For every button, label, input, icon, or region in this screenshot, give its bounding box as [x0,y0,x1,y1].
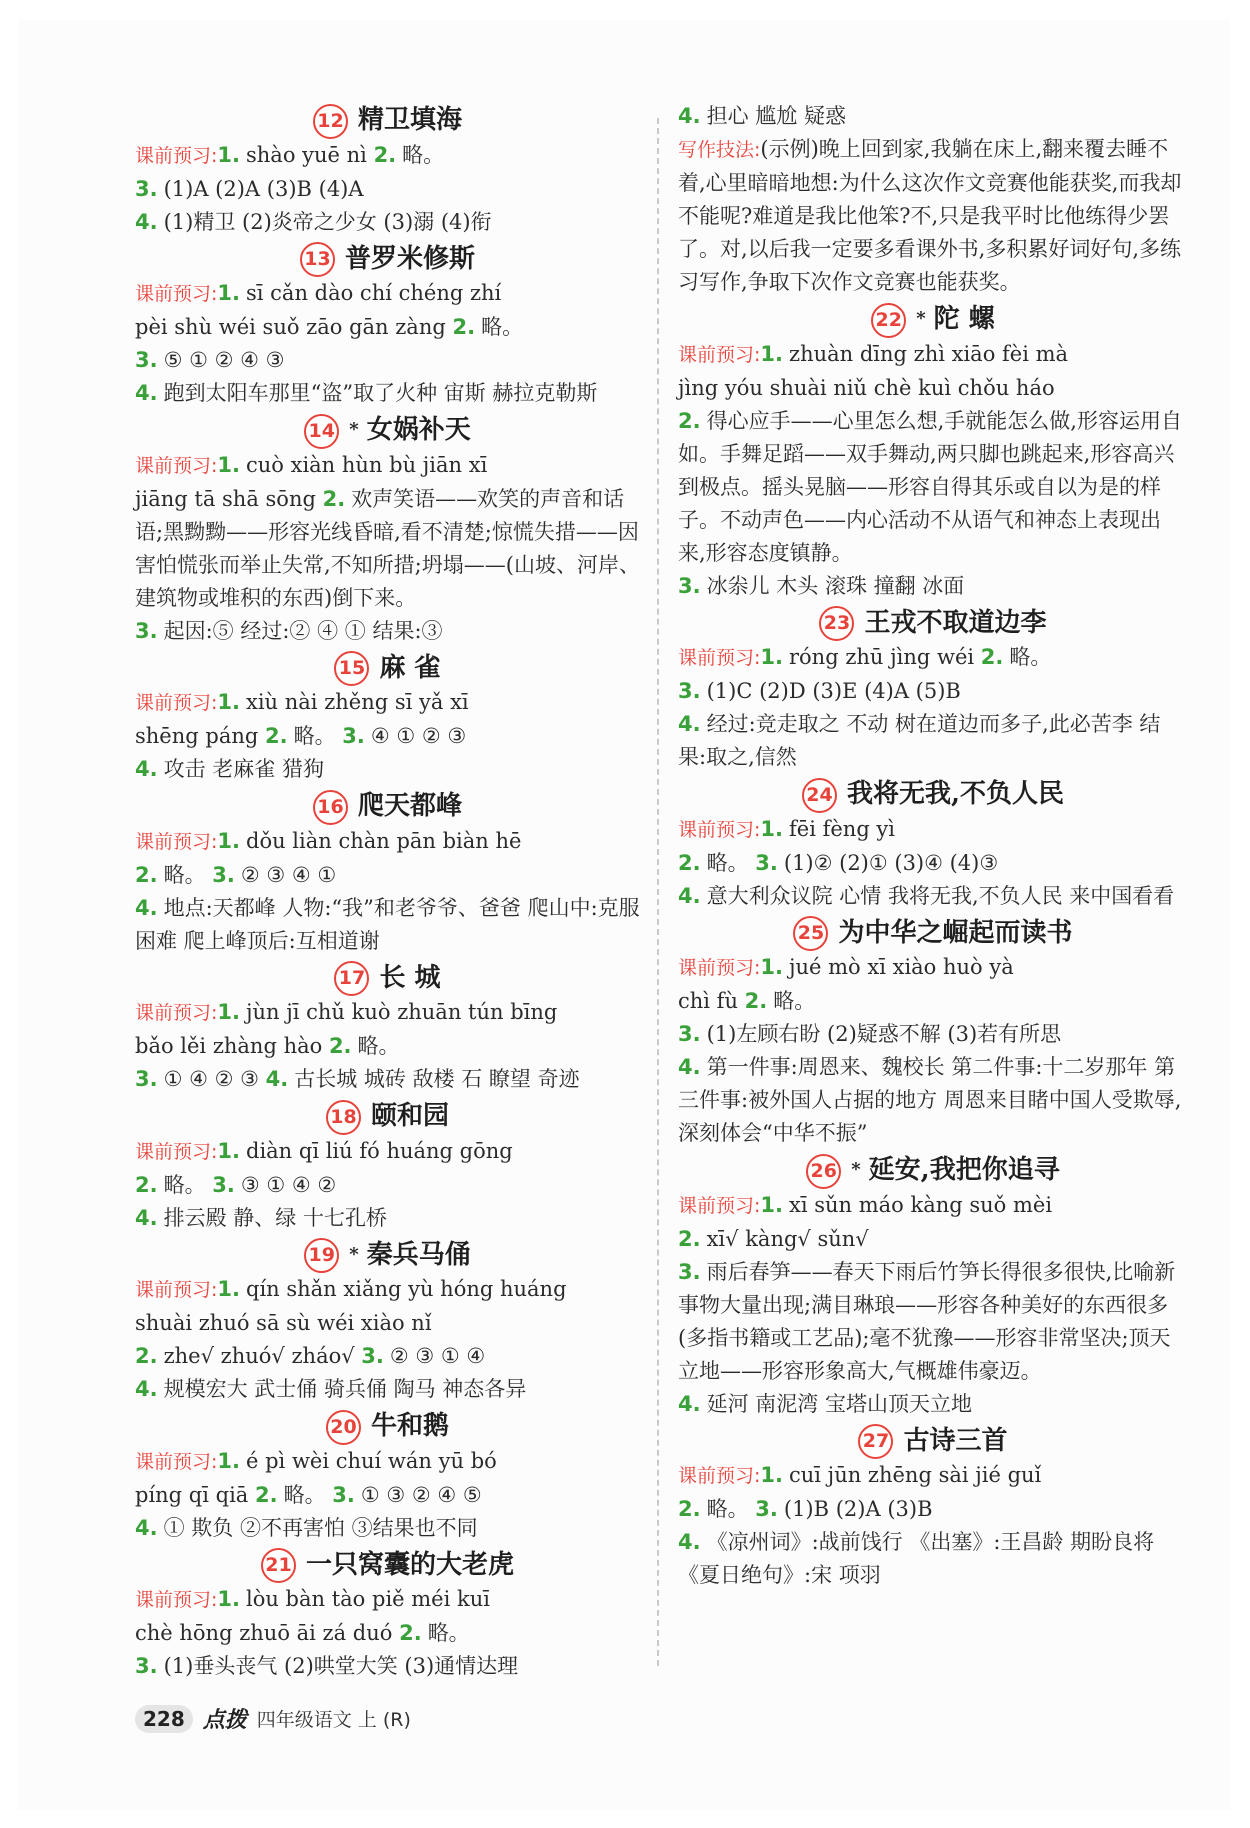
answer-text: shuài zhuó sā sù wéi xiào nǐ [135,1311,432,1335]
answer-text: 略。 [402,142,445,167]
answer-line [678,133,1188,299]
lesson-section [135,1408,640,1545]
optional-lesson-star: * [349,1243,359,1265]
answer-text: ② ③ ① ④ [389,1344,486,1368]
section-label: 课前预习: [135,454,218,477]
question-number: 2. [399,1621,422,1645]
lesson-title-text: 爬天都峰 [357,791,462,821]
question-number: 1. [217,1587,240,1611]
page-footer [135,1703,411,1734]
answer-line [678,1051,1188,1150]
answer-text: 雨后春笋——春天下雨后竹笋长得很多很快,比喻新事物大量出现;满目琳琅——形容各种美好的东西很多(多指书籍或工艺品);毫不犹豫——形容非常坚决;顶天立地——形容形象高大,气概雄伟豪迈。 [678,1259,1176,1383]
answer-text: lòu bàn tào piě méi kuī [246,1587,490,1611]
answer-line [135,311,640,344]
answer-text: é pì wèi chuí wán yū bó [246,1448,497,1473]
answer-line [135,615,640,648]
question-number: 4. [678,1530,701,1554]
answer-text: 略。 [357,1034,400,1058]
question-number: 3. [678,1022,701,1046]
question-number: 3. [332,1482,355,1507]
answer-line [678,1388,1188,1421]
answer-line [678,372,1188,405]
section-label: 课前预习: [678,1465,761,1487]
lesson-title [135,650,640,687]
lesson-title-text: 颐和园 [370,1101,449,1131]
question-number: 2. [678,408,701,433]
answer-text: ④ ① ② ③ [370,724,467,748]
answer-text: róng zhū jìng wéi [789,645,981,669]
question-number: 1. [217,828,240,853]
answer-text: jué mò xī xiào huò yà [789,955,1014,979]
question-number: 2. [255,1482,278,1507]
answer-line [135,1340,640,1373]
answer-line [678,570,1188,603]
lesson-title-text: 精卫填海 [357,105,462,135]
question-number: 4. [265,1067,289,1091]
section-label: 课前预习: [135,1589,218,1611]
answer-text: 略。 [293,724,343,748]
question-number: 3. [755,850,778,875]
lesson-title-text: 一只窝囊的大老虎 [305,1549,514,1580]
answer-text: 担心 尴尬 疑惑 [706,104,846,128]
question-number: 2. [452,315,476,339]
question-number: 1. [760,645,783,669]
question-number: 2. [678,1497,701,1521]
answer-text: 起因:⑤ 经过:② ④ ① 结果:③ [163,618,443,643]
answer-line [135,1373,640,1406]
answer-line [135,825,640,859]
question-number: 1. [217,1277,240,1301]
optional-lesson-star: * [916,308,926,329]
section-label: 课前预习: [135,283,218,305]
question-number: 2. [322,486,346,511]
question-number: 2. [980,645,1004,669]
question-number: 1. [760,955,783,979]
answer-text: (1)② (2)① (3)④ (4)③ [783,850,999,875]
question-number: 4. [135,1377,158,1401]
question-number: 3. [135,618,158,643]
question-number: 3. [678,679,701,703]
section-label: 课前预习: [678,957,761,979]
answer-line [135,1202,640,1235]
answer-text: píng qī qiā [135,1482,255,1507]
lesson-number-badge: 24 [802,778,837,813]
question-number: 3. [212,862,235,887]
answer-text: ② ③ ④ ① [240,862,337,887]
answer-text: 略。 [163,1172,213,1197]
section-label: 课前预习: [135,830,218,853]
answer-text: xiù nài zhěng sī yǎ xī [246,690,469,714]
question-number: 3. [342,724,365,748]
answer-line [135,996,640,1030]
lesson-number-badge: 18 [326,1100,361,1135]
question-number: 4. [135,1515,158,1540]
answer-line [135,1583,640,1617]
lesson-title [678,1152,1188,1189]
lesson-number-badge: 27 [858,1424,893,1459]
lesson-section [678,100,1188,299]
left-column [135,100,640,1683]
lesson-number-badge: 17 [334,961,369,996]
lesson-section [135,1547,640,1684]
answer-line [135,1445,640,1479]
answer-text: 规模宏大 武士俑 骑兵俑 陶马 神态各异 [163,1377,527,1401]
answer-text: 经过:竞走取之 不动 树在道边而多子,此必苦李 结果:取之,信然 [678,712,1161,769]
lesson-section [135,102,640,239]
answer-line [135,344,640,377]
answer-text: 排云殿 静、绿 十七孔桥 [163,1205,387,1230]
lesson-title [135,1547,640,1584]
answer-line [678,1526,1188,1592]
answer-text: xī sǔn máo kàng suǒ mèi [789,1192,1053,1217]
answer-text: 略。 [706,1497,756,1521]
lesson-title [678,605,1188,642]
question-number: 1. [217,142,240,167]
lesson-section [678,776,1188,913]
answer-line [678,1493,1188,1526]
answer-line [678,1223,1188,1256]
lesson-title [135,412,640,449]
answer-line [678,1256,1188,1388]
lesson-section [135,1098,640,1235]
question-number: 3. [135,348,158,372]
question-number: 2. [328,1034,352,1058]
answer-text: shào yuē nì [246,142,374,167]
answer-line [678,338,1188,372]
right-column [678,100,1188,1592]
lesson-section [678,1423,1188,1593]
question-number: 4. [678,1055,701,1079]
lesson-number-badge: 13 [300,242,335,277]
answer-text: 略。 [427,1621,470,1645]
lesson-title [135,241,640,278]
answer-text: 略。 [283,1482,333,1507]
answer-line [135,139,640,173]
question-number: 1. [760,816,783,841]
answer-line [135,1650,640,1683]
lesson-number-badge: 19 [304,1238,339,1273]
answer-text: 跑到太阳车那里“盗”取了火种 宙斯 赫拉克勒斯 [163,381,598,405]
answer-text: cuī jūn zhēng sài jié guǐ [789,1463,1042,1487]
question-number: 3. [678,573,701,598]
question-number: 3. [755,1497,778,1521]
lesson-number-badge: 14 [304,414,339,449]
question-number: 2. [678,850,701,875]
answer-text: chì fù [678,989,745,1013]
question-number: 1. [217,281,240,305]
answer-text: ① ③ ② ④ ⑤ [360,1482,482,1507]
question-number: 3. [135,176,158,201]
lesson-section [135,650,640,787]
section-label: 课前预习: [135,1450,218,1473]
question-number: 4. [135,1205,158,1230]
answer-line [135,1479,640,1512]
answer-text: qín shǎn xiǎng yù hóng huáng [246,1277,567,1301]
answer-text: fēi fèng yì [789,816,896,841]
lesson-title-text: 我将无我,不负人民 [846,779,1065,809]
answer-line [135,449,640,483]
answer-text: (1)B (2)A (3)B [783,1497,933,1521]
lesson-title-text: 为中华之崛起而读书 [838,917,1073,948]
lesson-title-text: 长 城 [379,962,441,993]
question-number: 4. [135,209,158,234]
lesson-section [678,1152,1188,1421]
answer-text: dǒu liàn chàn pān biàn hē [246,828,522,853]
lesson-number-badge: 21 [261,1548,296,1583]
section-label: 课前预习: [135,1140,218,1163]
lesson-section [135,1237,640,1407]
question-number: 4. [678,104,701,128]
lesson-title [678,1423,1188,1460]
lesson-number-badge: 22 [871,303,906,338]
section-label: 课前预习: [678,1194,761,1217]
question-number: 1. [217,1448,240,1473]
answer-line [678,641,1188,675]
answer-text: (1)A (2)A (3)B (4)A [163,176,364,201]
answer-line [678,880,1188,913]
answer-line [678,1018,1188,1051]
question-number: 3. [678,1259,701,1284]
answer-text: 意大利众议院 心情 我将无我,不负人民 来中国看看 [706,883,1175,908]
question-number: 3. [361,1344,384,1368]
answer-text: sī cǎn dào chí chéng zhí [246,281,502,305]
answer-text: 略。 [706,850,756,875]
lesson-number-badge: 23 [819,606,854,641]
answer-text: pèi shù wéi suǒ zāo gān zàng [135,315,453,339]
answer-text: 得心应手——心里怎么想,手就能怎么做,形容运用自如。手舞足蹈——双手舞动,两只脚也跳起来,形容高兴到极点。摇头晃脑——形容自得其乐或自以为是的样子。不动声色——内心活动不从语气和神态上表现出来,形容态度镇静。 [678,408,1182,565]
answer-text: chè hōng zhuō āi zá duó [135,1621,400,1645]
question-number: 3. [212,1172,235,1197]
question-number: 3. [135,1654,158,1678]
grade-subject: 四年级语文 上 (R) [256,1709,411,1731]
answer-text: 略。 [773,989,816,1013]
question-number: 4. [678,712,701,736]
question-number: 4. [135,895,158,920]
lesson-section [135,412,640,648]
lesson-title-text: 陀 螺 [933,304,995,334]
question-number: 2. [264,724,288,748]
answer-text: jùn jī chǔ kuò zhuān tún bīng [246,1000,558,1024]
answer-line [135,1273,640,1307]
section-label: 写作技法: [678,139,761,161]
lesson-section [135,788,640,958]
lesson-title [135,1098,640,1135]
answer-text: ③ ① ④ ② [240,1172,337,1197]
answer-line [678,675,1188,708]
answer-line [135,377,640,410]
answer-line [678,1189,1188,1223]
answer-text: xī√ kàng√ sǔn√ [706,1226,869,1251]
page-number: 228 [135,1705,193,1733]
lesson-number-badge: 15 [334,651,369,686]
answer-line [678,405,1188,570]
answer-line [135,892,640,958]
lesson-number-badge: 12 [313,104,348,139]
question-number: 2. [678,1226,701,1251]
answer-line [678,951,1188,985]
lesson-section [135,960,640,1097]
answer-line [135,483,640,615]
lesson-number-badge: 16 [313,790,348,825]
section-label: 课前预习: [135,692,218,714]
lesson-title-text: 王戎不取道边李 [864,607,1047,638]
optional-lesson-star: * [349,419,359,440]
answer-text: 略。 [163,862,213,887]
answer-text: 攻击 老麻雀 猎狗 [163,757,324,781]
question-number: 1. [217,452,240,477]
answer-text: ⑤ ① ② ④ ③ [163,348,285,372]
answer-line [135,1617,640,1650]
answer-text: zhe√ zhuó√ zháo√ [163,1344,362,1368]
question-number: 4. [135,757,158,781]
question-number: 2. [135,862,158,887]
lesson-title [135,960,640,997]
lesson-title [135,1237,640,1274]
section-label: 课前预习: [135,1002,218,1024]
answer-line [135,1063,640,1096]
answer-text: 地点:天都峰 人物:“我”和老爷爷、爸爸 爬山中:克服困难 爬上峰顶后:互相道谢 [135,895,640,953]
answer-text: ① 欺负 ②不再害怕 ③结果也不同 [163,1515,478,1540]
answer-line [678,847,1188,880]
answer-text: diàn qī liú fó huáng gōng [246,1138,513,1163]
question-number: 1. [217,1138,240,1163]
answer-line [135,1169,640,1202]
answer-line [135,277,640,311]
question-number: 1. [760,1463,783,1487]
answer-text: bǎo lěi zhàng hào [135,1034,329,1058]
lesson-title [678,776,1188,813]
answer-line [135,1135,640,1169]
lesson-title-text: 秦兵马俑 [366,1239,471,1270]
answer-line [135,720,640,753]
question-number: 1. [217,690,240,714]
question-number: 4. [678,883,701,908]
answer-text: (1)C (2)D (3)E (4)A (5)B [706,679,961,703]
answer-text: 冰尜儿 木头 滚珠 撞翻 冰面 [706,573,965,598]
optional-lesson-star: * [851,1159,861,1180]
answer-text: 第一件事:周恩来、魏校长 第二件事:十二岁那年 第三件事:被外国人占据的地方 周恩来目睹中国人受欺辱,深刻体会“中华不振” [678,1055,1182,1145]
lesson-number-badge: 26 [806,1154,841,1189]
lesson-number-badge: 20 [326,1410,361,1445]
lesson-section [678,915,1188,1151]
answer-line [678,813,1188,847]
question-number: 3. [135,1067,158,1091]
question-number: 2. [744,989,768,1013]
question-number: 2. [135,1172,158,1197]
question-number: 4. [135,381,158,405]
answer-text: jiāng tā shā sōng [135,486,323,511]
answer-text: ① ④ ② ③ [163,1067,266,1091]
lesson-section [135,241,640,411]
answer-text: 略。 [481,315,524,339]
lesson-title-text: 牛和鹅 [370,1411,449,1441]
answer-line [678,1459,1188,1493]
section-label: 课前预习: [135,144,218,167]
answer-line [678,708,1188,774]
answer-text: jìng yóu shuài niǔ chè kuì chǒu háo [678,375,1055,400]
answer-text: shēng páng [135,724,265,748]
question-number: 4. [678,1391,701,1416]
brand-logo: 点拨 [202,1708,247,1733]
answer-line [135,686,640,720]
lesson-title-text: 普罗米修斯 [344,243,475,274]
answer-text: (1)垂头丧气 (2)哄堂大笑 (3)通情达理 [163,1654,519,1678]
lesson-title [135,1408,640,1445]
answer-text: cuò xiàn hùn bù jiān xī [246,452,488,477]
answer-text: 《凉州词》:战前饯行 《出塞》:王昌龄 期盼良将 《夏日绝句》:宋 项羽 [678,1530,1155,1587]
lesson-number-badge: 25 [793,916,828,951]
answer-line [135,1307,640,1340]
question-number: 2. [135,1344,158,1368]
answer-line [678,985,1188,1018]
section-label: 课前预习: [135,1279,218,1301]
question-number: 1. [217,1000,240,1024]
lesson-title-text: 古诗三首 [903,1425,1008,1456]
answer-text: 略。 [1009,645,1052,669]
answer-line [678,100,1188,133]
lesson-section [678,605,1188,775]
question-number: 2. [373,142,397,167]
lesson-title-text: 女娲补天 [366,415,471,445]
answer-text: (1)精卫 (2)炎帝之少女 (3)溺 (4)衔 [163,209,492,234]
answer-text: (1)左顾右盼 (2)疑惑不解 (3)若有所思 [706,1022,1062,1046]
column-divider [657,118,659,1666]
answer-text: (示例)晚上回到家,我躺在床上,翻来覆去睡不着,心里暗暗地想:为什么这次作文竞赛他能获奖,而我却不能呢?难道是我比他笨?不,只是我平时比他练得少罢了。对,以后我一定要多看课外书,多积累好词好句,多练习写作,争取下次作文竞赛也能获奖。 [678,137,1182,294]
answer-line [135,1512,640,1545]
lesson-title [135,102,640,139]
answer-text: 古长城 城砖 敌楼 石 瞭望 奇迹 [294,1067,580,1091]
answer-line [135,859,640,892]
lesson-title [678,301,1188,338]
answer-text: zhuàn dīng zhì xiāo fèi mà [789,341,1069,366]
lesson-section [678,301,1188,603]
lesson-title [678,915,1188,952]
section-label: 课前预习: [678,818,761,841]
answer-line [135,753,640,786]
section-label: 课前预习: [678,343,761,366]
answer-line [135,206,640,239]
lesson-title-text: 延安,我把你追寻 [868,1155,1060,1185]
answer-text: 欢声笑语——欢笑的声音和话语;黑黝黝——形容光线昏暗,看不清楚;惊慌失措——因害怕慌张而举止失常,不知所措;坍塌——(山坡、河岸、建筑物或堆积的东西)倒下来。 [135,486,640,610]
lesson-title [135,788,640,825]
answer-line [135,173,640,206]
answer-text: 延河 南泥湾 宝塔山顶天立地 [706,1391,972,1416]
section-label: 课前预习: [678,647,761,669]
answer-line [135,1030,640,1063]
question-number: 1. [760,1192,783,1217]
question-number: 1. [760,341,783,366]
lesson-title-text: 麻 雀 [379,652,441,683]
